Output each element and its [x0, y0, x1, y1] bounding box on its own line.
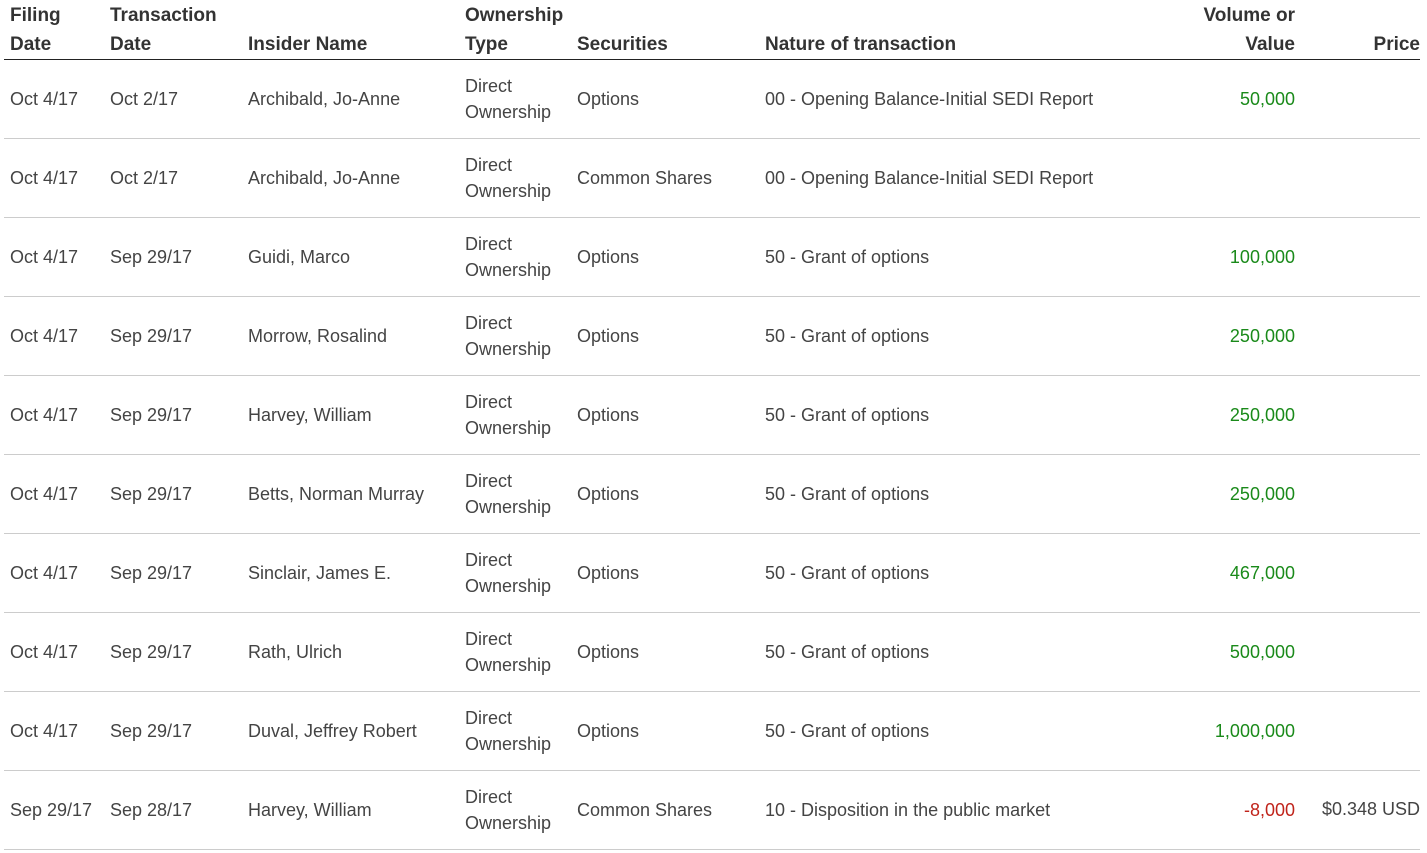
cell-price: [1295, 375, 1420, 454]
cell-volume: 467,000: [1169, 533, 1295, 612]
cell-securities: Options: [571, 691, 759, 770]
cell-ownership-type: Direct Ownership: [459, 612, 571, 691]
cell-nature: 50 - Grant of options: [759, 454, 1169, 533]
cell-nature: 50 - Grant of options: [759, 533, 1169, 612]
cell-transaction-date: Sep 29/17: [104, 296, 242, 375]
cell-filing-date: Oct 4/17: [4, 138, 104, 217]
cell-insider-name: Duval, Jeffrey Robert: [242, 691, 459, 770]
cell-insider-name: Archibald, Jo-Anne: [242, 138, 459, 217]
cell-nature: 50 - Grant of options: [759, 296, 1169, 375]
cell-price: [1295, 138, 1420, 217]
cell-filing-date: Oct 4/17: [4, 454, 104, 533]
cell-filing-date: Oct 4/17: [4, 691, 104, 770]
table-row: [4, 217, 1420, 296]
table-body: [4, 59, 1420, 849]
insider-transactions-table: [4, 0, 1420, 850]
cell-insider-name: Harvey, William: [242, 770, 459, 849]
table-row: [4, 375, 1420, 454]
cell-transaction-date: Sep 29/17: [104, 612, 242, 691]
cell-insider-name: Rath, Ulrich: [242, 612, 459, 691]
table-row: [4, 454, 1420, 533]
cell-transaction-date: Sep 29/17: [104, 375, 242, 454]
cell-insider-name: Archibald, Jo-Anne: [242, 59, 459, 138]
table-row: [4, 533, 1420, 612]
cell-nature: 50 - Grant of options: [759, 691, 1169, 770]
cell-volume: 250,000: [1169, 454, 1295, 533]
cell-securities: Common Shares: [571, 770, 759, 849]
cell-ownership-type: Direct Ownership: [459, 533, 571, 612]
header-volume[interactable]: Volume or Value: [1169, 0, 1295, 59]
header-filing-date[interactable]: Filing Date: [4, 0, 104, 59]
cell-transaction-date: Oct 2/17: [104, 59, 242, 138]
cell-insider-name: Morrow, Rosalind: [242, 296, 459, 375]
table-row: [4, 770, 1420, 849]
cell-ownership-type: Direct Ownership: [459, 296, 571, 375]
cell-filing-date: Oct 4/17: [4, 217, 104, 296]
table-row: [4, 612, 1420, 691]
table-row: [4, 296, 1420, 375]
cell-price: [1295, 612, 1420, 691]
header-transaction-date[interactable]: Transaction Date: [104, 0, 242, 59]
table-header: [4, 0, 1420, 59]
cell-volume: 50,000: [1169, 59, 1295, 138]
cell-nature: 10 - Disposition in the public market: [759, 770, 1169, 849]
cell-transaction-date: Sep 29/17: [104, 217, 242, 296]
cell-filing-date: Oct 4/17: [4, 296, 104, 375]
cell-ownership-type: Direct Ownership: [459, 770, 571, 849]
cell-transaction-date: Oct 2/17: [104, 138, 242, 217]
table-row: [4, 691, 1420, 770]
cell-ownership-type: Direct Ownership: [459, 217, 571, 296]
cell-ownership-type: Direct Ownership: [459, 59, 571, 138]
cell-nature: 00 - Opening Balance-Initial SEDI Report: [759, 138, 1169, 217]
insider-transactions-panel: [4, 0, 1420, 850]
cell-transaction-date: Sep 29/17: [104, 691, 242, 770]
cell-volume: 500,000: [1169, 612, 1295, 691]
cell-filing-date: Oct 4/17: [4, 533, 104, 612]
cell-volume: 1,000,000: [1169, 691, 1295, 770]
cell-price: $0.348 USD: [1295, 770, 1420, 849]
cell-transaction-date: Sep 29/17: [104, 454, 242, 533]
cell-volume: 250,000: [1169, 375, 1295, 454]
header-nature[interactable]: Nature of transaction: [759, 0, 1169, 59]
cell-securities: Options: [571, 612, 759, 691]
header-securities[interactable]: Securities: [571, 0, 759, 59]
cell-volume: 250,000: [1169, 296, 1295, 375]
cell-securities: Options: [571, 59, 759, 138]
cell-transaction-date: Sep 29/17: [104, 533, 242, 612]
header-insider-name[interactable]: Insider Name: [242, 0, 459, 59]
cell-securities: Options: [571, 217, 759, 296]
cell-nature: 50 - Grant of options: [759, 217, 1169, 296]
cell-ownership-type: Direct Ownership: [459, 375, 571, 454]
cell-volume: -8,000: [1169, 770, 1295, 849]
cell-price: [1295, 217, 1420, 296]
cell-nature: 50 - Grant of options: [759, 612, 1169, 691]
cell-securities: Options: [571, 296, 759, 375]
cell-filing-date: Oct 4/17: [4, 375, 104, 454]
cell-volume: 100,000: [1169, 217, 1295, 296]
cell-filing-date: Oct 4/17: [4, 612, 104, 691]
header-ownership-type[interactable]: Ownership Type: [459, 0, 571, 59]
cell-price: [1295, 59, 1420, 138]
cell-securities: Common Shares: [571, 138, 759, 217]
cell-insider-name: Sinclair, James E.: [242, 533, 459, 612]
cell-securities: Options: [571, 533, 759, 612]
cell-volume: [1169, 138, 1295, 217]
table-row: [4, 138, 1420, 217]
cell-ownership-type: Direct Ownership: [459, 691, 571, 770]
cell-insider-name: Betts, Norman Murray: [242, 454, 459, 533]
cell-insider-name: Harvey, William: [242, 375, 459, 454]
cell-price: [1295, 691, 1420, 770]
cell-securities: Options: [571, 375, 759, 454]
cell-price: [1295, 454, 1420, 533]
cell-price: [1295, 533, 1420, 612]
cell-nature: 50 - Grant of options: [759, 375, 1169, 454]
cell-price: [1295, 296, 1420, 375]
cell-ownership-type: Direct Ownership: [459, 454, 571, 533]
cell-securities: Options: [571, 454, 759, 533]
table-row: [4, 59, 1420, 138]
cell-insider-name: Guidi, Marco: [242, 217, 459, 296]
cell-ownership-type: Direct Ownership: [459, 138, 571, 217]
header-row: [4, 0, 1420, 59]
cell-nature: 00 - Opening Balance-Initial SEDI Report: [759, 59, 1169, 138]
cell-transaction-date: Sep 28/17: [104, 770, 242, 849]
cell-filing-date: Oct 4/17: [4, 59, 104, 138]
cell-filing-date: Sep 29/17: [4, 770, 104, 849]
header-price[interactable]: Price: [1295, 0, 1420, 59]
